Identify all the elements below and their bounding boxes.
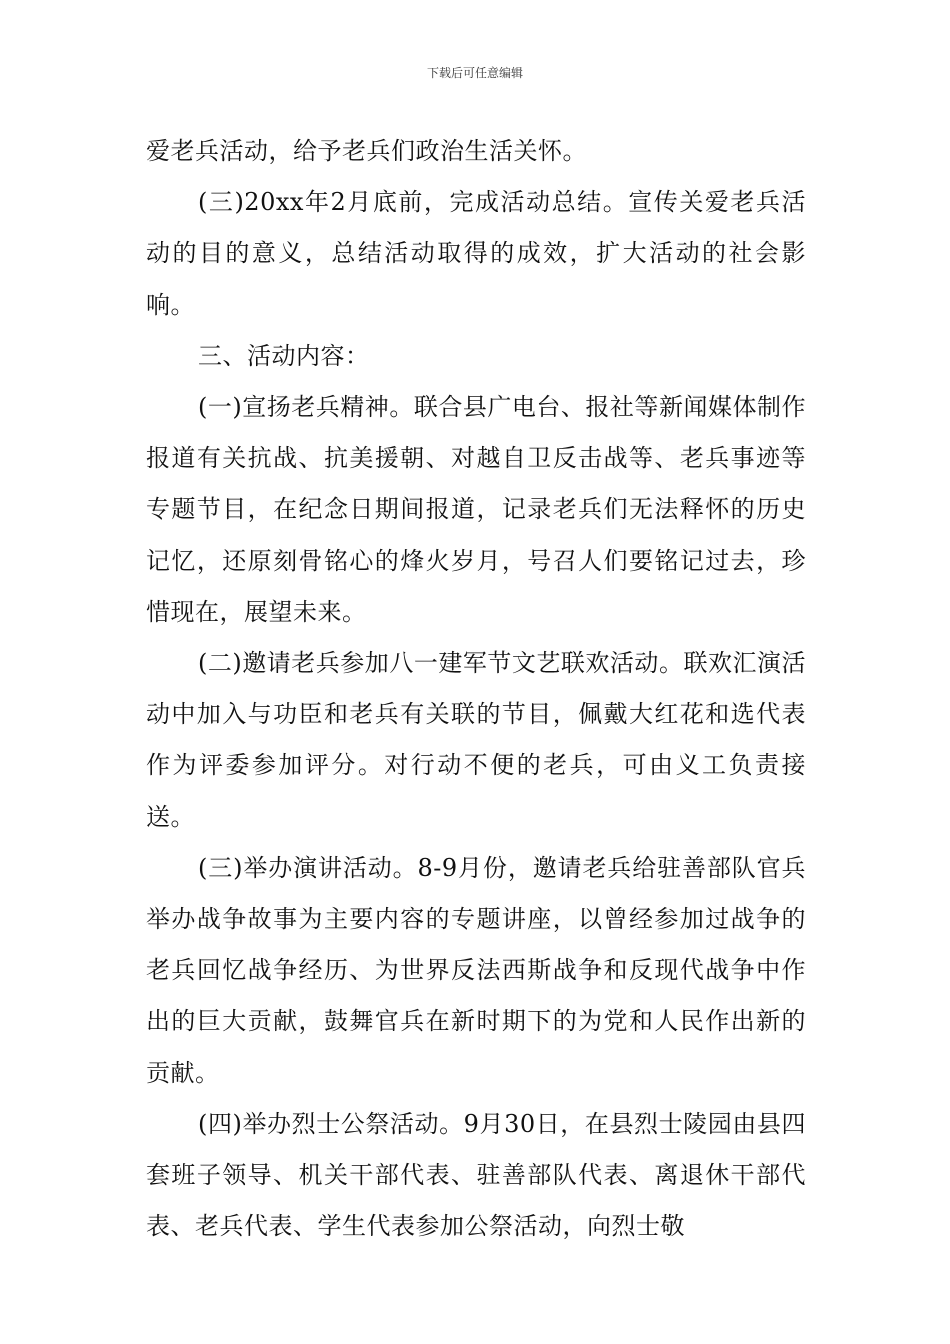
- paragraph-item-two: (二)邀请老兵参加八一建军节文艺联欢活动。联欢汇演活动中加入与功臣和老兵有关联的节目，佩戴大红花和选代表作为评委参加评分。对行动不便的老兵，可由义工负责接送。: [146, 649, 806, 831]
- page-header-note: 下载后可任意编辑: [426, 66, 523, 80]
- document-body: [146, 126, 806, 1252]
- paragraph-item-one: (一)宣扬老兵精神。联合县广电台、报社等新闻媒体制作报道有关抗战、抗美援朝、对越自卫反击战等、老兵事迹等专题节目，在纪念日期间报道，记录老兵们无法释怀的历史记忆，还原刻骨铭心的烽火岁月，号召人们要铭记过去，珍惜现在，展望未来。: [146, 393, 806, 626]
- paragraph-item-three: (三)举办演讲活动。8-9月份，邀请老兵给驻善部队官兵举办战争故事为主要内容的专题讲座，以曾经参加过战争的老兵回忆战争经历、为世界反法西斯战争和反现代战争中作出的巨大贡献，鼓舞官兵在新时期下的为党和人民作出新的贡献。: [146, 853, 806, 1087]
- paragraph-continuation: 爱老兵活动，给予老兵们政治生活关怀。: [146, 137, 587, 165]
- section-heading-activity-content: 三、活动内容：: [198, 341, 370, 370]
- paragraph-phase-three: (三)20xx年2月底前，完成活动总结。宣传关爱老兵活动的目的意义，总结活动取得的成效，扩大活动的社会影响。: [146, 188, 806, 319]
- paragraph-item-four: (四)举办烈士公祭活动。9月30日，在县烈士陵园由县四套班子领导、机关干部代表、驻善部队代表、离退休干部代表、老兵代表、学生代表参加公祭活动，向烈士敬: [146, 1109, 806, 1241]
